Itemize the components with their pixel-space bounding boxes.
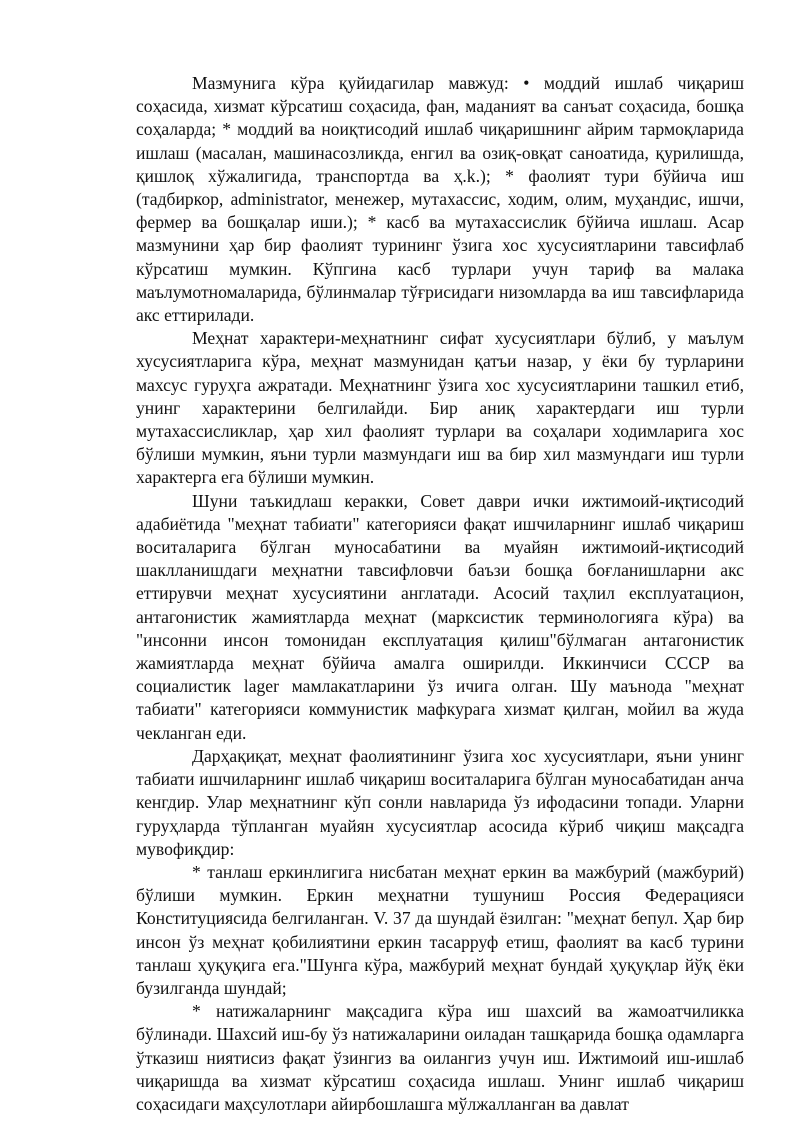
paragraph-labor-character: Меҳнат характери-меҳнатнинг сифат хусусиятлари бўлиб, у маълум хусусиятларига кўра, меҳнат мазмунидан қатъи назар, у ёки бу турларини махсус гуруҳга ажратади. Меҳнатнинг ўзига хос хусусиятларини ташкил етиб, унинг характерини белгилайди. Бир аниқ характердаги иш турли мутахассисликлар, ҳар хил фаолият турлари ва соҳалари ходимларига хос бўлиши мумкин, яъни турли мазмундаги иш ва бир хил мазмундаги иш турли характерга ега бўлиши мумкин.: [136, 328, 744, 488]
document-page: [136, 72, 744, 1116]
paragraph-soviet-period: Шуни таъкидлаш керакки, Совет даври ички ижтимоий-иқтисодий адабиётида "меҳнат табиати" категорияси фақат ишчиларнинг ишлаб чиқариш воситаларига бўлган муносабатини ва муайян ижтимоий-иқтисодий шаклланишдаги меҳнатни тавсифловчи баъзи бошқа боғланишларни акс еттирувчи меҳнат хусусиятини англатади. Асосий таҳлил експлуатацион, антагонистик жамиятларда меҳнат (марксистик терминологияга кўра) ва "инсонни инсон томонидан експлуатация қилиш"бўлмаган антагонистик жамиятларда меҳнат бўйича амалга оширилди. Иккинчиси СССР ва социалистик lager мамлакатларини ўз ичига олган. Шу маънода "меҳнат табиати" категорияси коммунистик мафкурага хизмат қилган, мойил ва жуда чекланган еди.: [136, 490, 744, 743]
paragraph-free-forced-labor: * танлаш еркинлигига нисбатан меҳнат еркин ва мажбурий (мажбурий) бўлиши мумкин. Еркин меҳнатни тушуниш Россия Федерацияси Конституциясида белгиланган. V. 37 да шундай ёзилган: "меҳнат бепул. Ҳар бир инсон ўз меҳнат қобилиятини еркин тасарруф етиш, фаолият ва касб турини танлаш ҳуқуқига ега."Шунга кўра, мажбурий меҳнат бундай ҳуқуқлар йўқ ёки бузилганда шундай;: [136, 861, 744, 998]
paragraph-personal-public-work: * натижаларнинг мақсадига кўра иш шахсий ва жамоатчиликка бўлинади. Шахсий иш-бу ўз натижаларини оиладан ташқарида бошқа одамларга ўтказиш ниятисиз фақат ўзингиз ва оилангиз учун иш. Ижтимоий иш-ишлаб чиқаришда ва хизмат кўрсатиш соҳасида ишлаш. Унинг ишлаб чиқариш соҳасидаги маҳсулотлари айирбошлашга мўлжалланган ва давлат: [136, 1001, 744, 1114]
paragraph-labor-specifics: Дарҳақиқат, меҳнат фаолиятининг ўзига хос хусусиятлари, яъни унинг табиати ишчиларнинг ишлаб чиқариш воситаларига бўлган муносабатидан анча кенгдир. Улар меҳнатнинг кўп сонли навларида ўз ифодасини топади. Уларни гуруҳларда тўпланган муайян хусусиятлар асосида кўриб чиқиш мақсадга мувофиқдир:: [136, 745, 744, 859]
paragraph-content-types: Мазмунига кўра қуйидагилар мавжуд: • моддий ишлаб чиқариш соҳасида, хизмат кўрсатиш соҳасида, фан, маданият ва санъат соҳасида, бошқа соҳаларда; * моддий ва ноиқтисодий ишлаб чиқаришнинг айрим тармоқларида ишлаш (масалан, машинасозликда, енгил ва озиқ-овқат саноатида, қурилишда, қишлоқ хўжалигида, транспортда ва ҳ.k.); * фаолият тури бўйича иш (тадбиркор, administrator, менежер, мутахассис, ходим, олим, муҳандис, ишчи, фермер ва бошқалар иши.); * касб ва мутахассислик бўйича ишлаш. Асар мазмунини ҳар бир фаолият турининг ўзига хос хусусиятларини тавсифлаб кўрсатиш мумкин. Кўпгина касб турлари учун тариф ва малака маълумотномаларида, бўлинмалар тўғрисидаги низомларда ва иш тавсифларида акс еттирилади.: [136, 73, 744, 326]
